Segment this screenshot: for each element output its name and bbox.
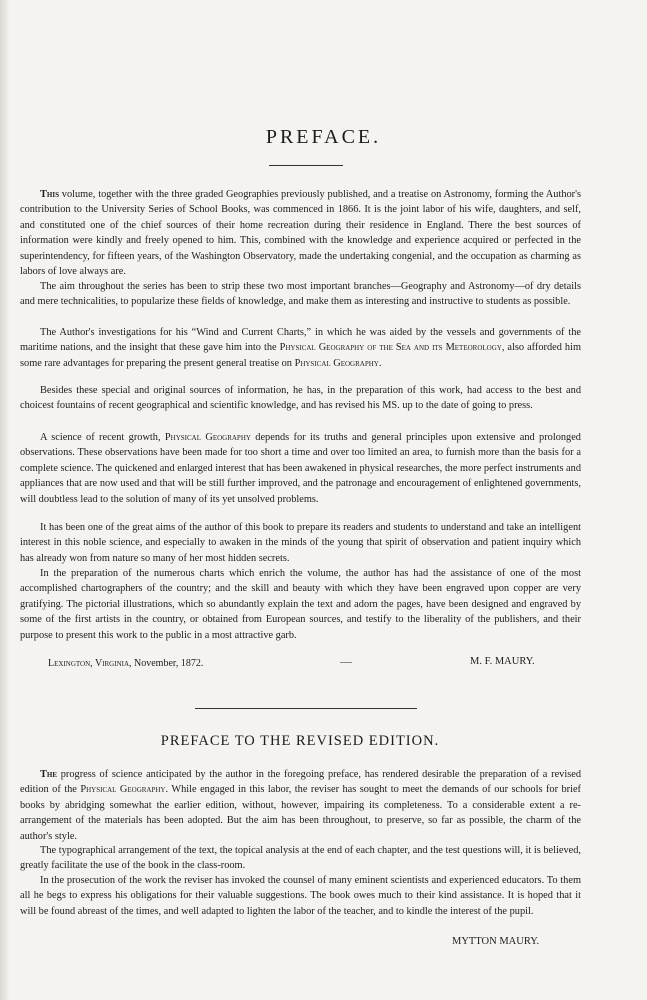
revised-edition-title: PREFACE TO THE REVISED EDITION. <box>160 733 440 749</box>
preface-paragraph-6: It has been one of the great aims of the author of this book to prepare its readers and students to understand and take an intelligent interest in this noble science, and especially to awaken in the minds of the young that spirit of observation and patient inquiry which has already won from nature so many of her most hidden secrets. <box>20 522 581 564</box>
preface-title: PREFACE. <box>265 126 382 148</box>
revised-signature: MYTTON MAURY. <box>452 936 540 947</box>
preface-paragraph-3: The Author's investigations for his “Wind and Current Charts,” in which he was aided by the vessels and governments of the maritime nations, and the insight that these gave him into the Physical Geography of the Sea and its Meteorology, also afforded him some rare advantages for preparing the present general treatise on Physical Geography. <box>20 327 582 369</box>
preface-signature: M. F. MAURY. <box>470 656 535 667</box>
section-divider-rule <box>195 708 417 709</box>
preface-paragraph-4: Besides these special and original sources of information, he has, in the preparation of this work, had access to the best and choicest fountains of recent geographical and scientific knowledge, and has revised his MS. up to the date of going to press. <box>20 385 581 412</box>
preface-paragraph-5: A science of recent growth, Physical Geography depends for its truths and general principles upon extensive and prolonged observations. These observations have been made for too short a time and over too limited an area, to furnish more than the basis for a complete science. The quickened and enlarged interest that has been awakened in physical researches, the more perfect instruments and appliances that are now used and that will be still further improved, and the patronage and encouragement of enlightened governments, will doubtless lead to the solution of many of its yet unsolved problems. <box>20 432 581 505</box>
drop-lead-word: The <box>40 769 58 780</box>
revised-paragraph-3: In the prosecution of the work the reviser has invoked the counsel of many eminent scientists and experienced educators. To them all he begs to express his obligations for their valuable suggestions. The book owes much to their kind assistance. It is hoped that it will be found abreast of the times, and well adapted to lighten the labor of the teacher, and to kindle the interest of the pupil. <box>20 875 581 917</box>
dash-mark <box>340 662 352 663</box>
preface-paragraph-7: In the preparation of the numerous charts which enrich the volume, the author has had the assistance of one of the most accomplished chartographers of the country; and the skill and beauty with which they have been engraved upon copper are very gratifying. The pictorial illustrations, which so abundantly explain the text and adorn the pages, have been designed and engraved by some of the first artists in the country, or obtained from European sources, and testify to the liberality of the publishers, and their purpose to present this work to the public in a most attractive garb. <box>20 568 581 641</box>
preface-paragraph-2: The aim throughout the series has been to strip these two most important branches—Geography and Astronomy—of dry details and mere technicalities, to popularize these fields of knowledge, and make them as interesting and instructive to students as possible. <box>20 281 581 308</box>
page-edge-shadow <box>0 0 10 1000</box>
drop-lead-word: This <box>40 189 59 200</box>
dateline: Lexington, Virginia, November, 1872. <box>48 658 204 669</box>
revised-paragraph-2: The typographical arrangement of the text, the topical analysis at the end of each chapter, and the test questions will, it is believed, greatly facilitate the use of the book in the class-room. <box>20 845 581 872</box>
revised-paragraph-1: The progress of science anticipated by the author in the foregoing preface, has rendered desirable the preparation of a revised edition of the Physical Geography. While engaged in this labor, the reviser has sought to meet the demands of our schools for brief books by abridging somewhat the earlier edition, without, however, impairing its completeness. To a considerable extent a re-arrangement of the materials has been adopted. But the aim has been throughout, to preserve, so far as possible, the charm of the author's style. <box>20 769 581 842</box>
title-rule <box>269 165 343 166</box>
preface-paragraph-1: This volume, together with the three graded Geographies previously published, and a treatise on Astronomy, forming the Author's contribution to the University Series of School Books, was commenced in 1866. It is the joint labor of his wife, daughters, and self, and constituted one of the chief sources of their home recreation during their residence in England. There the best sources of information were kindly and freely opened to him. This, combined with the knowledge and experience acquired or perfected in the superintendency, for fifteen years, of the Washington Observatory, made the undertaking congenial, and the occupation as charming as labors of love always are. <box>20 189 581 278</box>
